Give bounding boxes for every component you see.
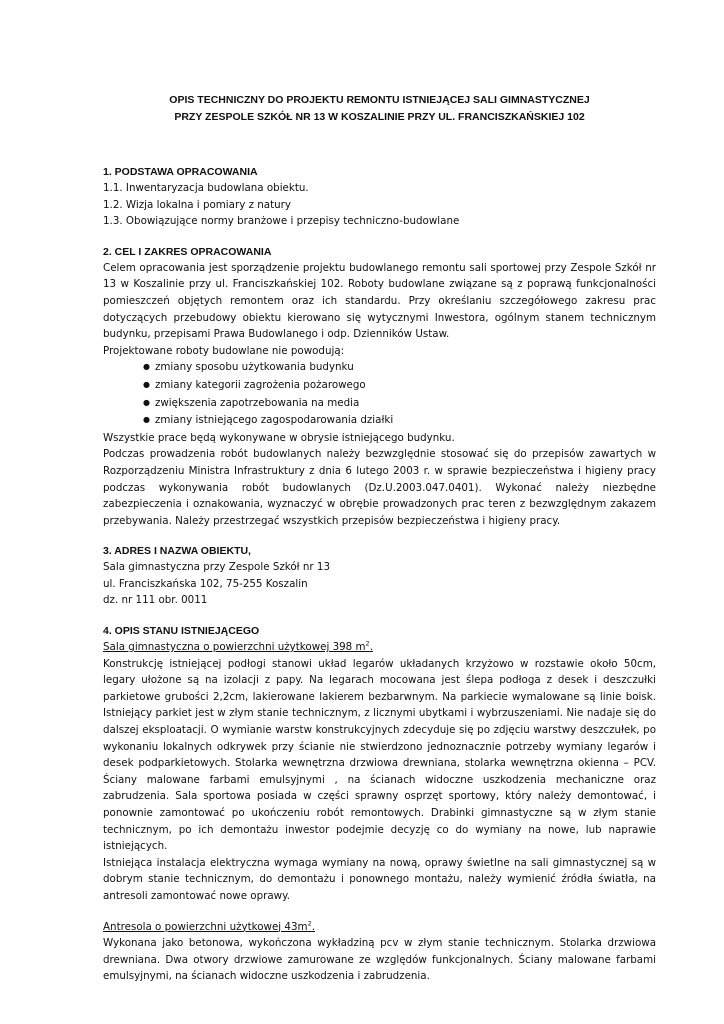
section-2-paragraph-1: Celem opracowania jest sporządzenie projektu budowlanego remontu sali sportowej przy Zespole Szkół nr 13 w Koszalinie przy ul. Franciszkańskiej 102. Roboty budowlane związane są z poprawą funkcjonalności pomieszczeń objętych remontem oraz ich standardu. Przy określaniu szczegółowego zakresu prac dotyczących przebudowy obiektu kierowano się wytycznymi Inwestora, ogólnym stanem technicznym budynku, przepisami Prawa Budowlanego i odp. Dzienników Ustaw. [103, 261, 656, 341]
address-line: ul. Franciszkańska 102, 75-255 Koszalin [103, 577, 308, 590]
document-title-line-1: OPIS TECHNICZNY DO PROJEKTU REMONTU ISTNIEJĄCEJ SALI GIMNASTYCZNEJ [169, 94, 590, 106]
list-item: ● zmiany sposobu użytkowania budynku [143, 359, 656, 377]
section-2-heading: 2. CEL I ZAKRES OPRACOWANIA [103, 245, 272, 258]
address-line: dz. nr 111 obr. 0011 [103, 594, 208, 607]
list-item: ● zwiększenia zapotrzebowania na media [143, 395, 656, 413]
section-1-item: 1.1. Inwentaryzacja budowlana obiektu. [103, 182, 309, 194]
section-1-heading: 1. PODSTAWA OPRACOWANIA [103, 166, 258, 178]
section-1-item: 1.2. Wizja lokalna i pomiary z natury [103, 198, 291, 211]
section-4 [103, 623, 656, 985]
section-4-paragraph-3: Wykonana jako betonowa, wykończona wykładziną pcv w złym stanie technicznym. Stolarka drzwiowa drewniana. Dwa otwory drzwiowe zamurowane ze względów funkcjonalnych. Ściany malowane farbami emulsyjnymi, na ścianach widoczne uszkodzenia i zabrudzenia. [103, 937, 656, 983]
address-line: Sala gimnastyczna przy Zespole Szkół nr 13 [103, 561, 330, 574]
subsection-hall-label: Sala gimnastyczna o powierzchni użytkowej 398 $m^2$. [103, 639, 373, 654]
section-4-paragraph-1: Konstrukcję istniejącej podłogi stanowi układ legarów układanych krzyżowo w rozstawie około 50cm, legary ułożone są na izolacji z papy. Na legarach mocowana jest ślepa podłoga z desek i deszczułki parkietowe grubości 2,2cm, lakierowane lakierem bezbarwnym. Na parkiecie wymalowane są linie boisk. Istniejący parkiet jest w złym stanie technicznym, z licznymi ubytkami i wybrzuszeniami. Nie nadaje się do dalszej eksploatacji. O wymianie warstw konstrukcyjnych zdecyduje się po zdjęciu warstwy deszczułek, po wykonaniu lokalnych odkrywek przy ścianie nie stwierdzono jednoznacznie potrzeby wymiany legarów i desek podparkietowych. Stolarka wewnętrzna drzwiowa drewniana, stolarka wewnętrzna okienna – PCV. Ściany malowane farbami emulsyjnymi , na ścianach widoczne uszkodzenia mechaniczne oraz zabrudzenia. Sala sportowa posiada w części sprawny osprzęt sportowy, który należy demontować, i ponownie zamontować po ukończeniu robót remontowych. Drabinki gimnastyczne są w złym stanie technicznym, po ich demontażu inwestor podejmie decyzję co do wymiany na nowe, lub naprawie istniejących. [103, 657, 656, 853]
section-2 [103, 244, 656, 530]
section-2-bullet-list [103, 359, 656, 429]
list-item: ● zmiany istniejącego zagospodarowania działki [143, 412, 656, 430]
section-4-paragraph-2: Istniejąca instalacja elektryczna wymaga wymiany na nową, oprawy świetlne na sali gimnastycznej są w dobrym stanie technicznym, do demontażu i ponownego montażu, należy wymienić źródła światła, na antresoli zamontować nowe oprawy. [103, 856, 656, 902]
section-4-heading: 4. OPIS STANU ISTNIEJĄCEGO [103, 625, 260, 638]
list-item: ● zmiany kategorii zagrożenia pożarowego [143, 377, 656, 395]
section-3-heading: 3. ADRES I NAZWA OBIEKTU, [103, 545, 251, 558]
section-2-intro: Projektowane roboty budowlane nie powodują: [103, 344, 345, 357]
subsection-mezzanine-label: Antresola o powierzchni użytkowej $43m^2$. [103, 919, 315, 933]
document-title-line-2: PRZY ZESPOLE SZKÓŁ NR 13 W KOSZALINIE PRZY UL. FRANCISZKAŃSKIEJ 102 [174, 111, 585, 123]
section-2-paragraph-2: Wszystkie prace będą wykonywane w obrysie istniejącego budynku. [103, 431, 455, 444]
document-page [103, 92, 656, 985]
section-1 [103, 164, 656, 230]
section-3 [103, 543, 656, 609]
section-2-paragraph-3: Podczas prowadzenia robót budowlanych należy bezwzględnie stosować się do przepisów zawartych w Rozporządzeniu Ministra Infrastruktury z dnia 6 lutego 2003 r. w sprawie bezpieczeństwa i higieny pracy podczas wykonywania robót budowlanych (Dz.U.2003.047.0401). Wykonać należy niezbędne zabezpieczenia i oznakowania, wyznaczyć w obrębie prowadzonych prac teren z bezwzględnym zakazem przebywania. Należy przestrzegać wszystkich przepisów bezpieczeństwa i higieny pracy. [103, 448, 656, 527]
section-1-item: 1.3. Obowiązujące normy branżowe i przepisy techniczno-budowlane [103, 215, 460, 228]
